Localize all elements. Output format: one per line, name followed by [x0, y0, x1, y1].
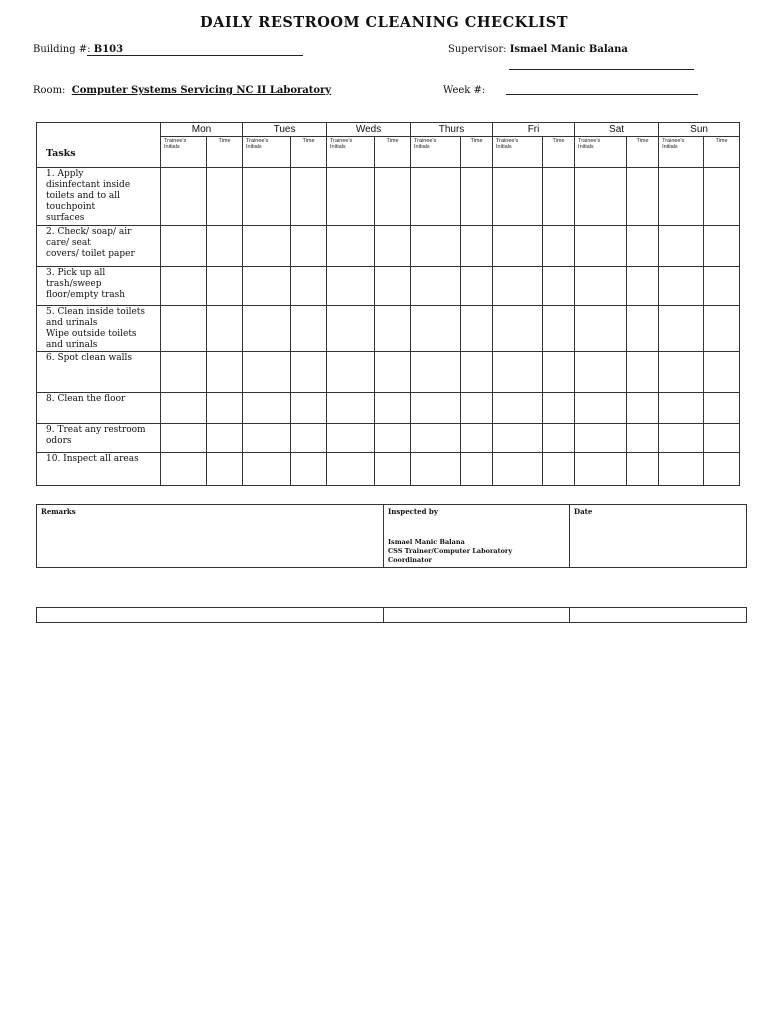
initials-cell[interactable] [161, 306, 207, 352]
task-row [37, 306, 740, 352]
time-header: Time [461, 137, 493, 168]
blank-cell[interactable] [37, 608, 384, 623]
day-header: Fri [493, 123, 575, 137]
trainee-initials-header: Trainee's Initials [327, 137, 375, 168]
time-cell[interactable] [291, 393, 327, 424]
time-cell[interactable] [291, 352, 327, 393]
remarks-cell[interactable] [37, 505, 384, 568]
day-header-row [37, 123, 740, 137]
time-cell[interactable] [291, 267, 327, 306]
initials-cell[interactable] [575, 226, 627, 267]
time-cell[interactable] [375, 168, 411, 226]
time-cell[interactable] [461, 168, 493, 226]
building-value: B103 [93, 44, 124, 55]
task-row [37, 267, 740, 306]
time-cell[interactable] [543, 306, 575, 352]
inspected-by-cell[interactable] [384, 505, 570, 568]
initials-cell[interactable] [493, 453, 543, 486]
supervisor-label: Supervisor: [448, 44, 507, 55]
initials-cell[interactable] [575, 453, 627, 486]
initials-cell[interactable] [493, 226, 543, 267]
time-cell[interactable] [375, 453, 411, 486]
initials-cell[interactable] [243, 226, 291, 267]
initials-cell[interactable] [243, 168, 291, 226]
task-row [37, 424, 740, 453]
task-row [37, 226, 740, 267]
initials-cell[interactable] [161, 267, 207, 306]
time-cell[interactable] [704, 424, 740, 453]
room-value: Computer Systems Servicing NC II Laboratory [71, 85, 332, 96]
day-header: Weds [327, 123, 411, 137]
supervisor-value: Ismael Manic Balana [509, 44, 628, 55]
week-underline [506, 94, 698, 95]
initials-cell[interactable] [411, 226, 461, 267]
initials-cell[interactable] [327, 267, 375, 306]
day-header: Mon [161, 123, 243, 137]
time-cell[interactable] [704, 352, 740, 393]
time-cell[interactable] [461, 267, 493, 306]
inspector-role: CSS Trainer/Computer Laboratory Coordinator [388, 547, 513, 564]
time-header: Time [291, 137, 327, 168]
time-cell[interactable] [375, 393, 411, 424]
time-cell[interactable] [207, 168, 243, 226]
initials-cell[interactable] [327, 168, 375, 226]
time-cell[interactable] [375, 424, 411, 453]
task-row [37, 453, 740, 486]
time-cell[interactable] [291, 306, 327, 352]
initials-cell[interactable] [411, 453, 461, 486]
blank-cell[interactable] [570, 608, 747, 623]
trainee-initials-header: Trainee's Initials [659, 137, 704, 168]
initials-cell[interactable] [659, 393, 704, 424]
initials-cell[interactable] [243, 424, 291, 453]
initials-cell[interactable] [411, 267, 461, 306]
room-label: Room: [33, 85, 66, 96]
initials-cell[interactable] [243, 453, 291, 486]
supervisor-field [448, 44, 628, 55]
initials-cell[interactable] [327, 453, 375, 486]
trainee-initials-header: Trainee's Initials [575, 137, 627, 168]
initials-cell[interactable] [575, 393, 627, 424]
time-cell[interactable] [207, 453, 243, 486]
time-cell[interactable] [627, 424, 659, 453]
supervisor-underline [509, 69, 694, 70]
task-label: 6. Spot clean walls [37, 352, 161, 393]
time-cell[interactable] [291, 453, 327, 486]
time-cell[interactable] [543, 168, 575, 226]
time-cell[interactable] [375, 226, 411, 267]
building-label: Building #: [33, 44, 91, 55]
initials-cell[interactable] [659, 424, 704, 453]
date-cell[interactable] [570, 505, 747, 568]
time-cell[interactable] [543, 424, 575, 453]
initials-cell[interactable] [659, 453, 704, 486]
initials-cell[interactable] [575, 267, 627, 306]
initials-cell[interactable] [659, 168, 704, 226]
time-header: Time [543, 137, 575, 168]
inspected-by-label: Inspected by [388, 507, 438, 516]
time-cell[interactable] [704, 393, 740, 424]
initials-cell[interactable] [659, 226, 704, 267]
initials-cell[interactable] [161, 168, 207, 226]
blank-cell[interactable] [384, 608, 570, 623]
time-cell[interactable] [627, 267, 659, 306]
task-label: 2. Check/ soap/ air care/ seat covers/ toilet paper [37, 226, 161, 267]
initials-cell[interactable] [327, 226, 375, 267]
time-cell[interactable] [461, 453, 493, 486]
checklist-table [36, 122, 740, 486]
initials-cell[interactable] [411, 168, 461, 226]
initials-cell[interactable] [411, 306, 461, 352]
initials-cell[interactable] [411, 393, 461, 424]
time-header: Time [375, 137, 411, 168]
time-cell[interactable] [704, 168, 740, 226]
time-cell[interactable] [375, 306, 411, 352]
time-cell[interactable] [461, 424, 493, 453]
initials-cell[interactable] [575, 424, 627, 453]
time-cell[interactable] [627, 453, 659, 486]
building-underline [87, 55, 303, 56]
time-cell[interactable] [627, 352, 659, 393]
task-label: 9. Treat any restroom odors [37, 424, 161, 453]
task-label: 8. Clean the floor [37, 393, 161, 424]
initials-cell[interactable] [161, 226, 207, 267]
initials-cell[interactable] [327, 352, 375, 393]
task-label: 5. Clean inside toilets and urinals Wipe outside toilets and urinals [37, 306, 161, 352]
time-cell[interactable] [543, 393, 575, 424]
time-cell[interactable] [291, 168, 327, 226]
initials-cell[interactable] [493, 267, 543, 306]
initials-cell[interactable] [411, 352, 461, 393]
week-field [443, 85, 485, 96]
time-cell[interactable] [207, 352, 243, 393]
initials-cell[interactable] [659, 306, 704, 352]
time-cell[interactable] [627, 306, 659, 352]
room-field [33, 85, 331, 96]
initials-cell[interactable] [243, 393, 291, 424]
task-row [37, 168, 740, 226]
time-cell[interactable] [461, 393, 493, 424]
initials-cell[interactable] [575, 306, 627, 352]
time-cell[interactable] [461, 306, 493, 352]
initials-cell[interactable] [243, 306, 291, 352]
time-cell[interactable] [207, 306, 243, 352]
task-label: 3. Pick up all trash/sweep floor/empty trash [37, 267, 161, 306]
initials-cell[interactable] [161, 393, 207, 424]
time-cell[interactable] [627, 168, 659, 226]
initials-cell[interactable] [161, 424, 207, 453]
time-cell[interactable] [543, 453, 575, 486]
date-label: Date [574, 507, 593, 516]
time-cell[interactable] [291, 424, 327, 453]
initials-cell[interactable] [161, 453, 207, 486]
task-label: 1. Apply disinfectant inside toilets and to all touchpoint surfaces [37, 168, 161, 226]
day-header: Sat [575, 123, 659, 137]
initials-cell[interactable] [493, 393, 543, 424]
initials-cell[interactable] [411, 424, 461, 453]
blank-row-table [36, 607, 747, 623]
time-cell[interactable] [704, 306, 740, 352]
time-cell[interactable] [543, 226, 575, 267]
tasks-header: Tasks [37, 123, 161, 168]
trainee-initials-header: Trainee's Initials [243, 137, 291, 168]
time-cell[interactable] [207, 267, 243, 306]
time-header: Time [207, 137, 243, 168]
time-header: Time [704, 137, 740, 168]
initials-cell[interactable] [493, 352, 543, 393]
initials-cell[interactable] [659, 352, 704, 393]
time-cell[interactable] [461, 226, 493, 267]
initials-cell[interactable] [327, 424, 375, 453]
time-cell[interactable] [627, 393, 659, 424]
initials-cell[interactable] [243, 352, 291, 393]
task-row [37, 352, 740, 393]
document-title: DAILY RESTROOM CLEANING CHECKLIST [200, 14, 568, 31]
time-cell[interactable] [704, 267, 740, 306]
time-cell[interactable] [375, 352, 411, 393]
initials-cell[interactable] [243, 267, 291, 306]
inspector-name: Ismael Manic Balana [388, 538, 465, 546]
time-cell[interactable] [207, 226, 243, 267]
time-cell[interactable] [704, 453, 740, 486]
building-field [33, 44, 123, 55]
week-label: Week #: [443, 85, 486, 96]
time-cell[interactable] [291, 226, 327, 267]
initials-cell[interactable] [493, 306, 543, 352]
time-cell[interactable] [543, 352, 575, 393]
trainee-initials-header: Trainee's Initials [411, 137, 461, 168]
initials-cell[interactable] [659, 267, 704, 306]
initials-cell[interactable] [493, 168, 543, 226]
time-cell[interactable] [207, 424, 243, 453]
initials-cell[interactable] [575, 352, 627, 393]
time-cell[interactable] [627, 226, 659, 267]
initials-cell[interactable] [327, 306, 375, 352]
trainee-initials-header: Trainee's Initials [493, 137, 543, 168]
time-cell[interactable] [704, 226, 740, 267]
time-cell[interactable] [543, 267, 575, 306]
time-cell[interactable] [461, 352, 493, 393]
task-label: 10. Inspect all areas [37, 453, 161, 486]
initials-cell[interactable] [575, 168, 627, 226]
remarks-table [36, 504, 747, 568]
initials-cell[interactable] [161, 352, 207, 393]
time-cell[interactable] [375, 267, 411, 306]
trainee-initials-header: Trainee's Initials [161, 137, 207, 168]
time-header: Time [627, 137, 659, 168]
time-cell[interactable] [207, 393, 243, 424]
initials-cell[interactable] [327, 393, 375, 424]
initials-cell[interactable] [493, 424, 543, 453]
task-row [37, 393, 740, 424]
day-header: Thurs [411, 123, 493, 137]
day-header: Tues [243, 123, 327, 137]
remarks-label: Remarks [41, 507, 76, 516]
day-header: Sun [659, 123, 740, 137]
